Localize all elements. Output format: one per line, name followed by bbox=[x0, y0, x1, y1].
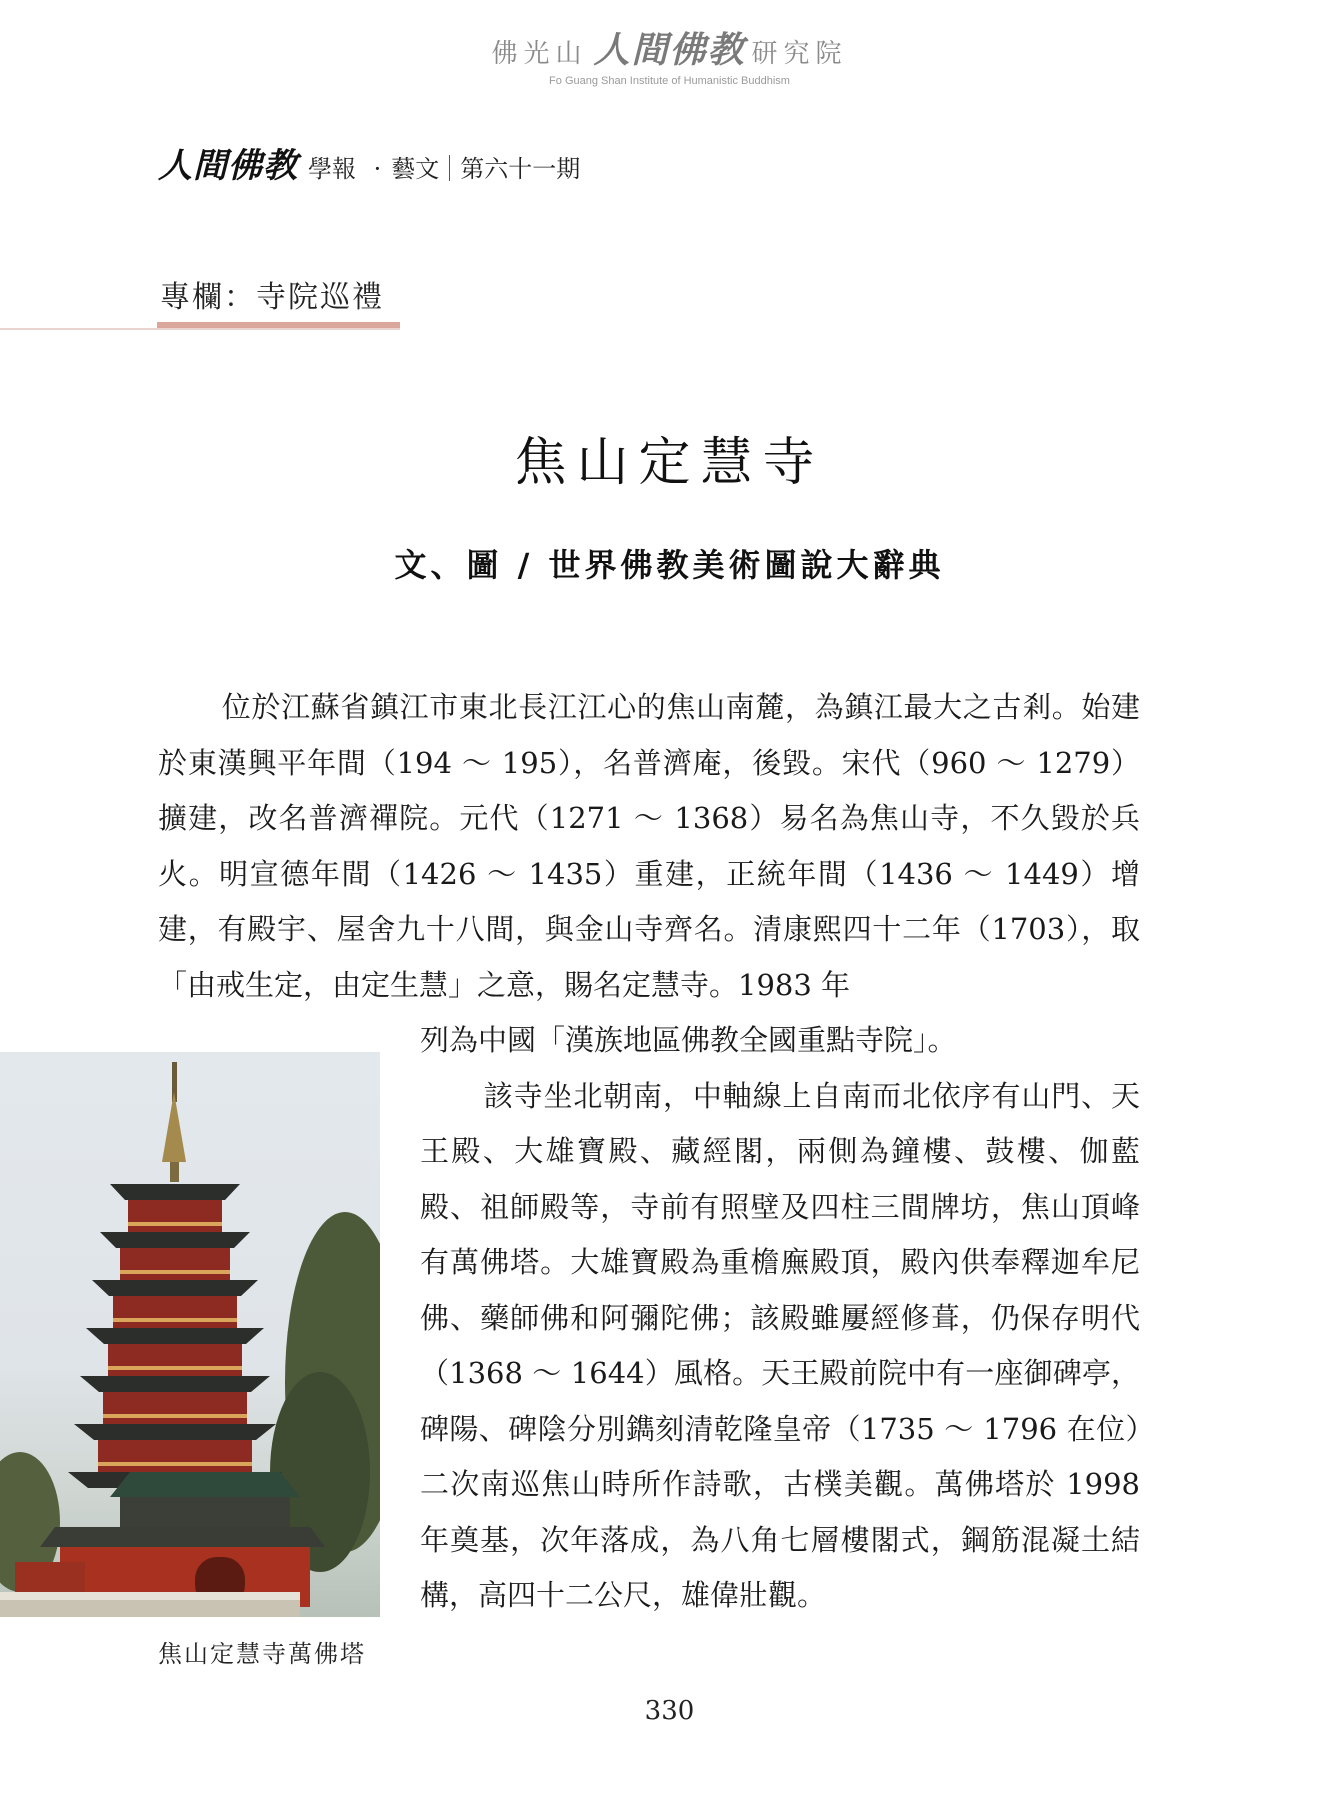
column-label: 專欄：寺院巡禮 bbox=[160, 280, 384, 315]
running-header bbox=[158, 138, 580, 187]
article-paragraph-1 bbox=[158, 680, 1140, 1013]
journal-name: 學報 bbox=[308, 155, 356, 183]
pagoda-photo bbox=[0, 1052, 380, 1617]
institute-brand-logo: 人間佛教 bbox=[593, 29, 746, 71]
page-number: 330 bbox=[644, 1696, 695, 1726]
header-dot: · bbox=[373, 155, 382, 183]
article-paragraph-2 bbox=[420, 1013, 1140, 1624]
header-divider bbox=[449, 155, 450, 181]
column-accent-bar bbox=[157, 322, 400, 328]
institute-name-right: 研究院 bbox=[751, 39, 848, 69]
column-rule bbox=[0, 328, 400, 330]
institute-header bbox=[0, 22, 1339, 87]
section-name: 藝文 bbox=[391, 155, 440, 183]
paragraph-1-continuation: 列為中國「漢族地區佛教全國重點寺院」。 bbox=[420, 1023, 957, 1057]
institute-name bbox=[0, 22, 1339, 73]
institute-name-left: 佛光山 bbox=[491, 39, 588, 69]
photo-caption: 焦山定慧寺萬佛塔 bbox=[158, 1640, 366, 1668]
article-title: 焦山定慧寺 bbox=[514, 433, 825, 493]
paragraph-2-text: 該寺坐北朝南，中軸線上自南而北依序有山門、天王殿、大雄寶殿、藏經閣，兩側為鐘樓、鼓樓、伽藍殿、祖師殿等，寺前有照壁及四柱三間牌坊，焦山頂峰有萬佛塔。大雄寶殿為重檐廡殿頂，殿內供奉釋迦牟尼佛、藥師佛和阿彌陀佛；該殿雖屢經修葺，仍保存明代（1368 ～ 1644）風格。天王殿前院中有一座御碑亭，碑陽、碑陰分別鐫刻清乾隆皇帝（1735 ～ 1796 在位）二次南巡焦山時所作詩歌，古樸美觀。萬佛塔於 1998 年奠基，次年落成，為八角七層樓閣式，鋼筋混凝土結構，高四十二公尺，雄偉壯觀。 bbox=[420, 1078, 1140, 1612]
article-byline: 文、圖 / 世界佛教美術圖說大辭典 bbox=[394, 546, 945, 584]
pagoda-illustration bbox=[0, 1052, 380, 1617]
institute-english-name: Fo Guang Shan Institute of Humanistic Buddhism bbox=[549, 75, 790, 87]
paragraph-1-text: 位於江蘇省鎮江市東北長江江心的焦山南麓，為鎮江最大之古剎。始建於東漢興平年間（194 ～ 195），名普濟庵，後毀。宋代（960 ～ 1279）擴建，改名普濟禪院。元代（1271 ～ 1368）易名為焦山寺，不久毀於兵火。明宣德年間（1426 ～ 1435）重建，正統年間（1436 ～ 1449）增建，有殿宇、屋舍九十八間，與金山寺齊名。清康熙四十二年（1703），取「由戒生定，由定生慧」之意，賜名定慧寺。1983 年 bbox=[158, 690, 1140, 1002]
issue-number: 第六十一期 bbox=[460, 155, 581, 183]
journal-logo: 人間佛教 bbox=[158, 146, 298, 186]
